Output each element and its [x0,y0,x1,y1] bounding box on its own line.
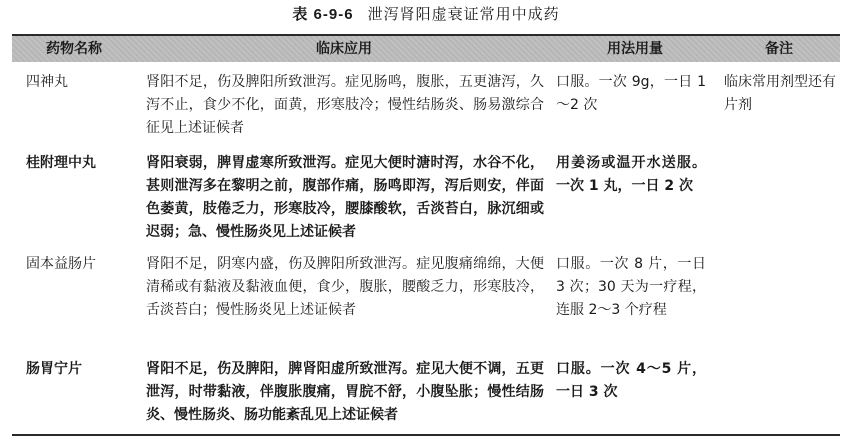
table-bottom-rule [12,434,840,436]
header-drug-name: 药物名称 [46,41,102,57]
drug-name-cell: 肠胃宁片 [26,361,82,377]
remarks-cell: 临床常用剂型还有片剂 [724,74,836,113]
dosage-cell: 口服。一次 4～5 片，一日 3 次 [556,361,706,400]
header-dosage: 用法用量 [607,41,663,57]
table-title: 泄泻肾阳虚衰证常用中成药 [367,5,560,23]
drug-name-cell: 四神丸 [26,74,68,90]
dosage-cell: 口服。一次 9g，一日 1～2 次 [556,74,706,113]
dosage-cell: 用姜汤或温开水送服。一次 1 丸，一日 2 次 [556,155,706,194]
table-header [12,36,840,62]
header-remarks: 备注 [765,41,793,57]
clinical-use-cell: 肾阳衰弱，脾胃虚寒所致泄泻。症见大便时溏时泻，水谷不化，甚则泄泻多在黎明之前，腹部作痛，肠鸣即泻，泻后则安，伴面色萎黄，肢倦乏力，形寒肢冷，腰膝酸软，舌淡苔白，脉沉细或迟弱；急、慢性肠炎见上述证候者 [146,155,544,240]
drug-name-cell: 固本益肠片 [26,256,96,272]
clinical-use-cell: 肾阳不足，伤及脾阳所致泄泻。症见肠鸣，腹胀，五更溏泻，久泻不止，食少不化，面黄，形寒肢冷；慢性结肠炎、肠易激综合征见上述证候者 [146,74,544,136]
dosage-cell: 口服。一次 8 片，一日 3 次；30 天为一疗程，连服 2～3 个疗程 [556,256,706,318]
clinical-use-cell: 肾阳不足，伤及脾阳，脾肾阳虚所致泄泻。症见大便不调，五更泄泻，时带黏液，伴腹胀腹痛，胃脘不舒，小腹坠胀；慢性结肠炎、慢性肠炎、肠功能紊乱见上述证候者 [146,361,544,423]
clinical-use-cell: 肾阳不足，阴寒内盛，伤及脾阳所致泄泻。症见腹痛绵绵，大便清稀或有黏液及黏液血便，食少，腹胀，腰酸乏力，形寒肢冷，舌淡苔白；慢性肠炎见上述证候者 [146,256,544,318]
table-number: 表 6-9-6 [292,6,354,23]
header-clinical-use: 临床应用 [316,41,372,57]
table-caption [0,4,852,25]
drug-name-cell: 桂附理中丸 [26,155,96,171]
